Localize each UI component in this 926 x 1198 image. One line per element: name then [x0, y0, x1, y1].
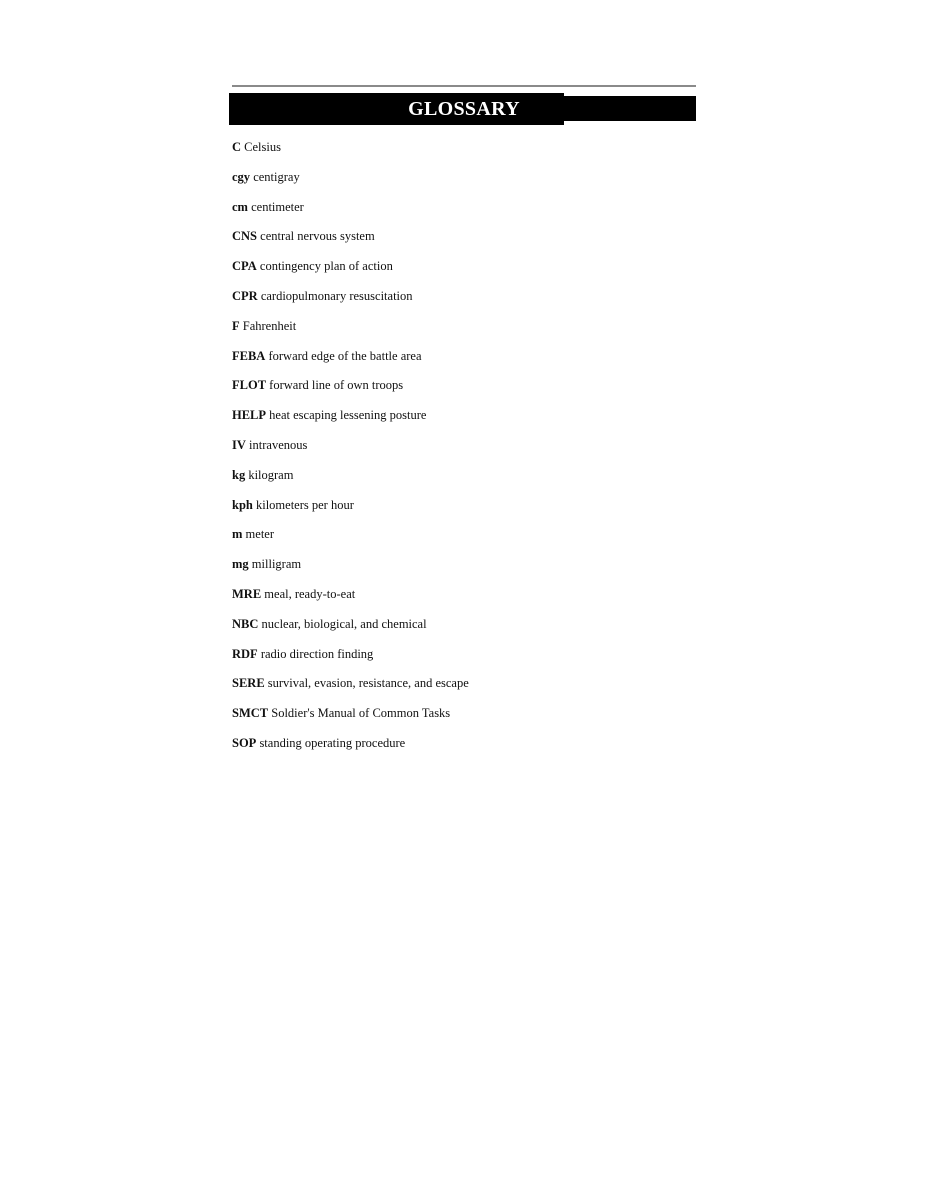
entry-definition: kilometers per hour: [255, 497, 354, 512]
entry-definition: centimeter: [251, 199, 304, 214]
entry-abbreviation: C: [232, 140, 242, 154]
entry-abbreviation: RDF: [232, 646, 258, 661]
entry-abbreviation: kph: [232, 497, 253, 512]
entry-abbreviation: m: [232, 527, 243, 542]
entry-definition: standing operating procedure: [259, 735, 406, 750]
page-title: GLOSSARY: [408, 98, 520, 120]
glossary-entry: [232, 198, 469, 228]
glossary-entry: [232, 555, 469, 585]
glossary-entry: [232, 466, 469, 496]
entry-definition: survival, evasion, resistance, and escape: [267, 676, 469, 691]
entry-definition: meter: [245, 527, 275, 542]
entry-definition: meal, ready-to-eat: [264, 586, 356, 601]
entry-abbreviation: F: [232, 318, 240, 333]
entry-abbreviation: kg: [232, 467, 246, 482]
entry-abbreviation: mg: [232, 557, 249, 572]
glossary-entry: [232, 615, 469, 645]
glossary-entry: [232, 496, 469, 526]
entry-definition: forward line of own troops: [269, 378, 404, 393]
entry-abbreviation: SOP: [232, 735, 257, 750]
glossary-entry: [232, 645, 469, 675]
entry-abbreviation: cm: [232, 199, 248, 214]
entry-abbreviation: SERE: [232, 676, 265, 691]
glossary-entry: [232, 674, 469, 704]
entry-abbreviation: CPR: [232, 288, 258, 303]
glossary-entry: [232, 525, 469, 555]
entry-abbreviation: MRE: [232, 586, 262, 601]
entry-definition: cardiopulmonary resuscitation: [260, 288, 413, 303]
glossary-entry: [232, 317, 469, 347]
entry-abbreviation: HELP: [232, 408, 267, 423]
glossary-entry: [232, 704, 469, 734]
entry-abbreviation: FLOT: [232, 378, 267, 393]
entry-definition: kilogram: [248, 467, 294, 482]
glossary-entry: [232, 585, 469, 615]
glossary-list: [232, 138, 469, 764]
entry-definition: radio direction finding: [260, 646, 374, 661]
entry-abbreviation: NBC: [232, 616, 259, 631]
glossary-entry: [232, 347, 469, 377]
top-rule-divider: [232, 85, 696, 87]
entry-definition: heat escaping lessening posture: [269, 408, 427, 423]
glossary-entry: [232, 436, 469, 466]
entry-abbreviation: SMCT: [232, 706, 269, 721]
entry-abbreviation: CNS: [232, 229, 258, 244]
glossary-entry: [232, 138, 469, 168]
entry-abbreviation: cgy: [232, 169, 251, 184]
entry-definition: nuclear, biological, and chemical: [261, 616, 427, 631]
entry-definition: forward edge of the battle area: [268, 348, 422, 363]
glossary-entry: [232, 406, 469, 436]
entry-definition: Soldier's Manual of Common Tasks: [271, 706, 451, 721]
entry-abbreviation: IV: [232, 437, 246, 452]
glossary-entry: [232, 257, 469, 287]
glossary-entry: [232, 287, 469, 317]
entry-definition: central nervous system: [260, 229, 375, 244]
entry-definition: Fahrenheit: [242, 318, 297, 333]
glossary-entry: [232, 168, 469, 198]
entry-abbreviation: CPA: [232, 259, 257, 274]
glossary-entry: [232, 227, 469, 257]
entry-definition: Celsius: [244, 140, 281, 154]
entry-abbreviation: FEBA: [232, 348, 266, 363]
glossary-entry: [232, 376, 469, 406]
entry-definition: contingency plan of action: [259, 259, 393, 274]
entry-definition: intravenous: [249, 437, 308, 452]
entry-definition: milligram: [251, 557, 302, 572]
glossary-entry: [232, 734, 469, 764]
entry-definition: centigray: [253, 169, 300, 184]
